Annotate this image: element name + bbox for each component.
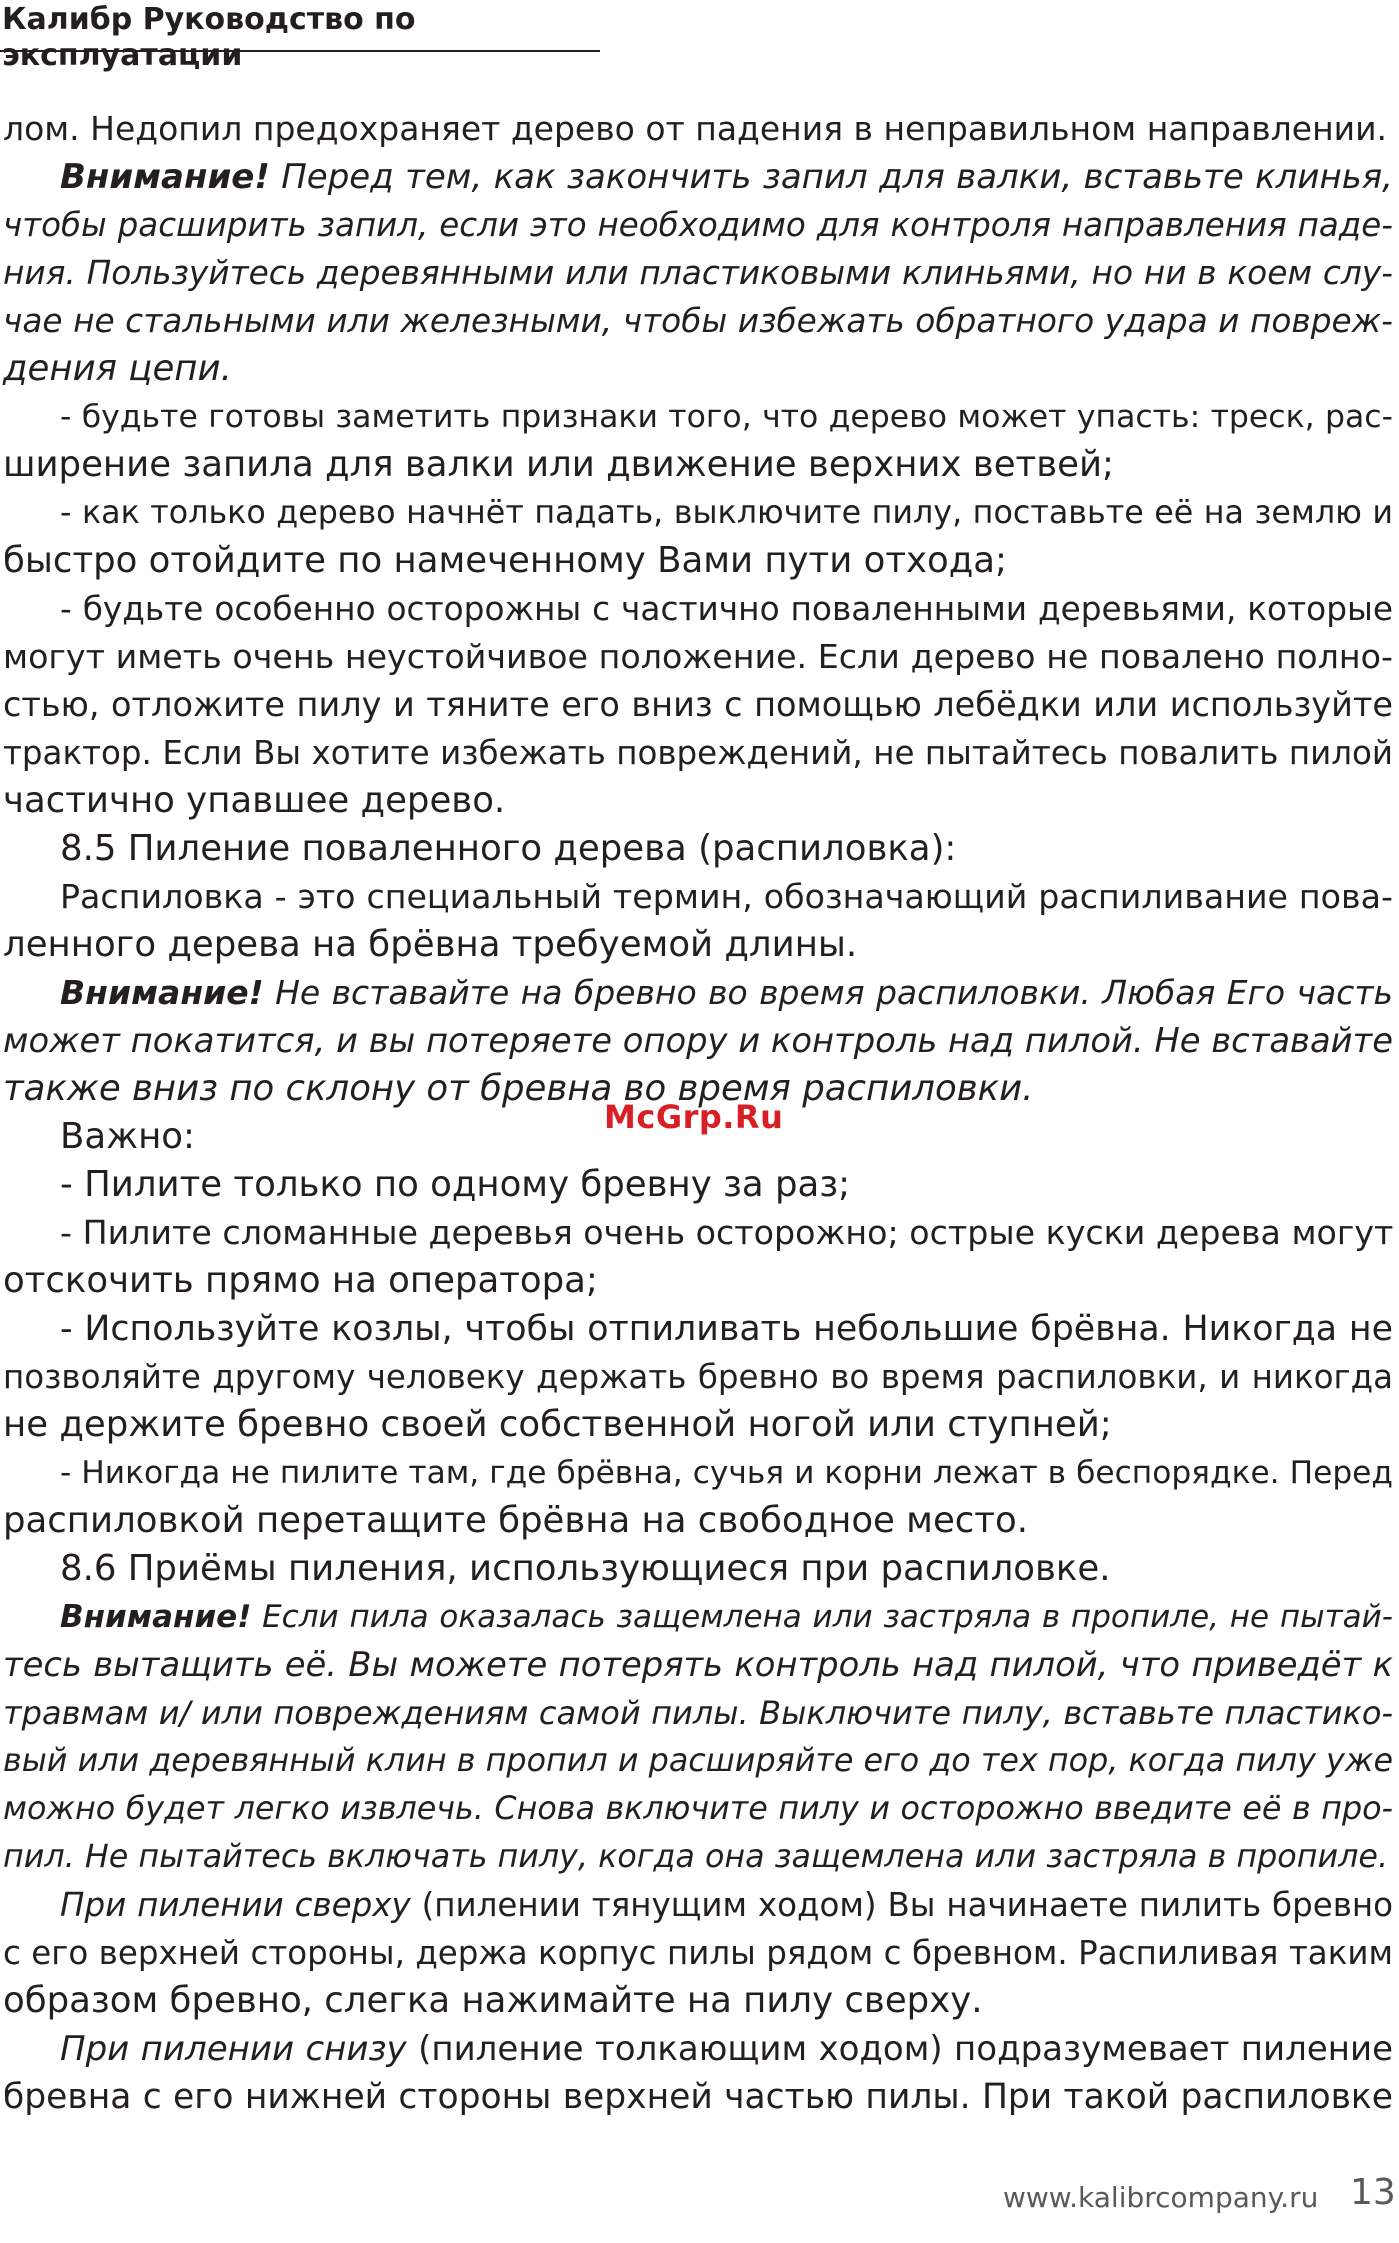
text-segment: может покатится, и вы потеряете опору и контроль над пилой. Не вставайте — [3, 1021, 1393, 1060]
text-line — [3, 777, 1393, 825]
text-line — [3, 681, 1393, 729]
text-segment: При пилении сверху — [60, 1886, 411, 1924]
text-segment: чтобы расширить запил, если это необходимо для контроля направления паде- — [3, 206, 1393, 244]
text-segment: могут иметь очень неустойчивое положение. Если дерево не повалено полно- — [3, 637, 1393, 676]
text-line — [3, 825, 1393, 873]
text-segment: можно будет легко извлечь. Снова включите пилу и осторожно введите её в про- — [3, 1791, 1393, 1827]
text-line — [3, 1209, 1393, 1257]
text-segment: также вниз по склону от бревна во время распиловки. — [3, 1068, 1034, 1109]
text-segment: - будьте особенно осторожны с частично поваленными деревьями, которые — [60, 590, 1393, 628]
text-line — [3, 633, 1393, 681]
text-segment: дения цепи. — [3, 348, 232, 389]
text-line — [3, 1641, 1393, 1689]
text-segment: - Пилите сломанные деревья очень осторожно; острые куски дерева могут — [60, 1213, 1394, 1252]
watermark: McGrp.Ru — [604, 1098, 784, 1136]
text-segment: отскочить прямо на оператора; — [3, 1260, 598, 1301]
text-line — [3, 1737, 1393, 1785]
text-line — [3, 1881, 1393, 1929]
text-segment: Не вставайте на бревно во время распиловки. Любая Его часть — [263, 973, 1393, 1012]
text-line — [3, 201, 1393, 249]
text-line — [3, 1785, 1393, 1833]
text-line — [3, 969, 1393, 1017]
text-segment: чае не стальными или железными, чтобы избежать обратного удара и повреж- — [3, 302, 1393, 340]
text-segment: вый или деревянный клин в пропил и расширяйте его до тех пор, когда пилу уже — [3, 1743, 1393, 1779]
text-line — [3, 585, 1393, 633]
text-line — [3, 105, 1393, 153]
text-segment: частично упавшее дерево. — [3, 780, 506, 821]
text-line — [3, 1353, 1393, 1401]
text-segment: - Никогда не пилите там, где брёвна, сучья и корни лежат в беспорядке. Перед — [60, 1455, 1393, 1491]
text-segment: ширение запила для валки или движение верхних ветвей; — [3, 444, 1115, 485]
text-segment: пил. Не пытайтесь включать пилу, когда она защемлена или застряла в пропиле. — [3, 1839, 1389, 1875]
text-line — [3, 1977, 1393, 2025]
header-title: Калибр Руководство по эксплуатации — [2, 2, 416, 73]
text-segment: с его верхней стороны, держа корпус пилы рядом с бревном. Распиливая таким — [3, 1934, 1393, 1972]
text-line — [3, 1593, 1393, 1641]
text-line — [3, 1401, 1393, 1449]
text-line — [3, 297, 1393, 345]
text-segment: не держите бревно своей собственной ногой или ступней; — [3, 1404, 1112, 1445]
text-line — [3, 1305, 1393, 1353]
text-segment: тесь вытащить её. Вы можете потерять контроль над пилой, что приведёт к — [3, 1645, 1393, 1684]
text-line — [3, 393, 1393, 441]
text-segment: - как только дерево начнёт падать, выключите пилу, поставьте её на землю и — [60, 495, 1393, 531]
text-line — [3, 153, 1393, 201]
text-line — [3, 1497, 1393, 1545]
text-segment: 8.5 Пиление поваленного дерева (распиловка): — [60, 828, 957, 869]
text-segment: - Пилите только по одному бревну за раз; — [60, 1164, 851, 1205]
text-segment: ния. Пользуйтесь деревянными или пластиковыми клиньями, но ни в коем слу- — [3, 254, 1393, 292]
text-segment: При пилении снизу — [60, 2029, 407, 2069]
text-line — [3, 2073, 1393, 2121]
page-header — [0, 0, 600, 73]
text-segment: образом бревно, слегка нажимайте на пилу сверху. — [3, 1980, 983, 2021]
text-segment: (пилении тянущим ходом) Вы начинаете пилить бревно — [410, 1886, 1393, 1924]
text-line — [3, 1449, 1393, 1497]
text-segment: трактор. Если Вы хотите избежать повреждений, не пытайтесь повалить пилой — [3, 734, 1393, 772]
text-segment: распиловкой перетащите брёвна на свободное место. — [3, 1500, 1028, 1541]
text-line — [3, 1161, 1393, 1209]
text-segment: бревна с его нижней стороны верхней частью пилы. При такой распиловке — [3, 2077, 1393, 2117]
text-segment: ленного дерева на брёвна требуемой длины. — [3, 924, 858, 965]
text-segment: 8.6 Приёмы пиления, использующиеся при распиловке. — [60, 1548, 1111, 1589]
text-line — [3, 489, 1393, 537]
text-segment: позволяйте другому человеку держать бревно во время распиловки, и никогда — [3, 1358, 1393, 1396]
warning-label: Внимание! — [60, 157, 270, 197]
text-line — [3, 1689, 1393, 1737]
text-segment: (пиление толкающим ходом) подразумевает пиление — [406, 2029, 1394, 2069]
text-segment: Перед тем, как закончить запил для валки, вставьте клинья, — [269, 157, 1393, 197]
text-line — [3, 921, 1393, 969]
text-segment: лом. Недопил предохраняет дерево от падения в неправильном направлении. — [3, 109, 1388, 148]
text-line — [3, 873, 1393, 921]
text-line — [3, 249, 1393, 297]
text-line — [3, 1545, 1393, 1593]
text-line — [3, 345, 1393, 393]
text-line — [3, 1017, 1393, 1065]
text-segment: травмам и/ или повреждениям самой пилы. Выключите пилу, вставьте пластико- — [3, 1694, 1393, 1732]
warning-label: Внимание! — [60, 1599, 252, 1635]
page-number: 13 — [1350, 2172, 1396, 2213]
text-segment: стью, отложите пилу и тяните его вниз с помощью лебёдки или используйте — [3, 685, 1393, 724]
warning-label: Внимание! — [60, 973, 264, 1012]
text-line — [3, 537, 1393, 585]
footer-url[interactable]: www.kalibrcompany.ru — [1003, 2181, 1319, 2214]
text-line — [3, 1257, 1393, 1305]
text-line — [3, 1929, 1393, 1977]
text-line — [3, 2025, 1393, 2073]
text-segment: Распиловка - это специальный термин, обозначающий распиливание пова- — [60, 877, 1393, 916]
text-segment: - будьте готовы заметить признаки того, что дерево может упасть: треск, рас- — [60, 399, 1393, 435]
text-line — [3, 1833, 1393, 1881]
text-segment: быстро отойдите по намеченному Вами пути отхода; — [3, 540, 1007, 581]
text-line — [3, 729, 1393, 777]
text-line — [3, 441, 1393, 489]
text-segment: Если пила оказалась защемлена или застряла в пропиле, не пытай- — [251, 1599, 1393, 1635]
text-segment: Важно: — [60, 1116, 195, 1157]
text-segment: - Используйте козлы, чтобы отпиливать небольшие брёвна. Никогда не — [60, 1309, 1393, 1349]
